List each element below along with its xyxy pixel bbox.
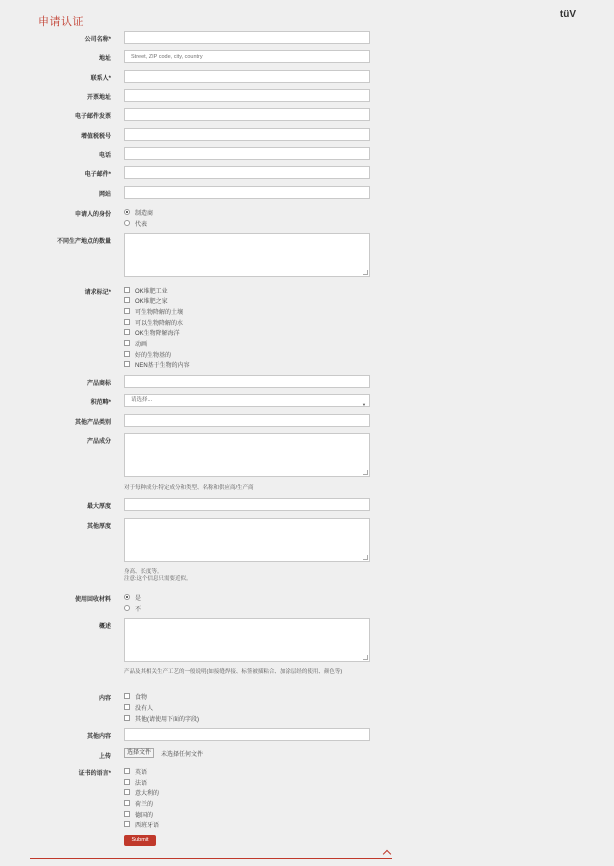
vat-input[interactable]	[124, 128, 370, 141]
checkbox-icon[interactable]	[124, 693, 130, 699]
caret-down-icon: ▼	[362, 402, 366, 407]
composition-hint: 对于每种成分:特定成分和类型、名称和供应商/生产商	[124, 485, 254, 491]
footer-divider	[30, 858, 392, 859]
contact-label: 联系人*	[90, 76, 111, 82]
radio-checked-icon[interactable]	[124, 594, 130, 600]
language-option[interactable]: 德国的	[124, 810, 153, 819]
invoice-address-input[interactable]	[124, 89, 370, 102]
max-thickness-input[interactable]	[124, 498, 370, 511]
phone-input[interactable]	[124, 147, 370, 160]
marks-label: 请求标记*	[84, 290, 111, 296]
content-option[interactable]: 其他(请使用下面的字段)	[124, 714, 199, 723]
content-label: 内容	[98, 696, 111, 702]
language-option[interactable]: 法语	[124, 778, 147, 787]
checkbox-icon[interactable]	[124, 800, 130, 806]
applicant-role-label: 申请人的身份	[74, 212, 111, 218]
mark-option[interactable]: 可以生物降解的水	[124, 318, 183, 327]
content-option[interactable]: 没有人	[124, 703, 153, 712]
max-thickness-label: 最大厚度	[86, 504, 111, 510]
brand-logo: tüV	[559, 9, 576, 20]
checkbox-icon[interactable]	[124, 287, 130, 293]
address-input[interactable]	[124, 50, 370, 63]
mark-option[interactable]: NEN基于生物的内容	[124, 360, 190, 369]
overview-label: 概述	[98, 624, 111, 630]
language-option[interactable]: 意大利的	[124, 788, 159, 797]
company-input[interactable]	[124, 31, 370, 44]
checkbox-icon[interactable]	[124, 821, 130, 827]
composition-label: 产品成分	[86, 439, 111, 445]
language-option[interactable]: 英语	[124, 767, 147, 776]
content-option[interactable]: 食物	[124, 692, 147, 701]
email-label: 电子邮件*	[84, 172, 111, 178]
checkbox-icon[interactable]	[124, 789, 130, 795]
production-sites-textarea[interactable]	[124, 233, 370, 277]
checkbox-icon[interactable]	[124, 361, 130, 367]
scope-select[interactable]: 请选择... ▼	[124, 394, 370, 407]
checkbox-icon[interactable]	[124, 308, 130, 314]
checkbox-icon[interactable]	[124, 704, 130, 710]
recycled-label: 使用回收材料	[74, 597, 111, 603]
other-category-input[interactable]	[124, 414, 370, 427]
mark-option[interactable]: 好的生物基的	[124, 350, 171, 359]
vat-label: 增值税税号	[80, 134, 111, 140]
email-input[interactable]	[124, 166, 370, 179]
scope-label: 积范畴*	[90, 400, 111, 406]
company-label: 公司名称*	[84, 37, 111, 43]
phone-label: 电话	[98, 153, 111, 159]
checkbox-icon[interactable]	[124, 297, 130, 303]
radio-representative[interactable]: 代表	[124, 219, 147, 228]
checkbox-icon[interactable]	[124, 340, 130, 346]
language-option[interactable]: 荷兰的	[124, 799, 153, 808]
checkbox-icon[interactable]	[124, 768, 130, 774]
other-thickness-textarea[interactable]	[124, 518, 370, 562]
overview-hint: 产品及其相关生产工艺的一般说明(如接缝焊接、标签被插粘合、加涂层经的使用、颜色等)	[124, 669, 343, 675]
upload-label: 上传	[98, 754, 111, 760]
checkbox-icon[interactable]	[124, 779, 130, 785]
submit-button[interactable]: Submit	[124, 835, 156, 846]
mark-option[interactable]: OK堆肥工业	[124, 286, 168, 295]
invoice-email-label: 电子邮件发票	[74, 114, 111, 120]
checkbox-icon[interactable]	[124, 811, 130, 817]
website-label: 网站	[98, 192, 111, 198]
other-category-label: 其他产品类别	[74, 420, 111, 426]
checkbox-icon[interactable]	[124, 351, 130, 357]
mark-option[interactable]: 可生物降解的土壤	[124, 307, 183, 316]
cert-language-label: 证书的语言*	[78, 771, 111, 777]
choose-file-button[interactable]: 选择文件	[124, 748, 154, 758]
chevron-up-icon[interactable]	[383, 850, 391, 858]
invoice-address-label: 开票地址	[86, 95, 111, 101]
other-content-input[interactable]	[124, 728, 370, 741]
radio-checked-icon[interactable]	[124, 209, 130, 215]
composition-textarea[interactable]	[124, 433, 370, 477]
mark-option[interactable]: OK堆肥之家	[124, 296, 168, 305]
radio-no[interactable]: 不	[124, 604, 141, 613]
checkbox-icon[interactable]	[124, 715, 130, 721]
page-title: 申请认证	[38, 16, 84, 28]
radio-icon[interactable]	[124, 220, 130, 226]
product-brand-input[interactable]	[124, 375, 370, 388]
production-sites-label: 不同生产地点的数量	[56, 239, 111, 245]
other-thickness-label: 其他厚度	[86, 524, 111, 530]
invoice-email-input[interactable]	[124, 108, 370, 121]
file-status: 未选择任何文件	[161, 752, 204, 758]
radio-yes[interactable]: 是	[124, 593, 141, 602]
other-thickness-note: 注意:这个信息只需要近似。	[124, 576, 192, 582]
radio-icon[interactable]	[124, 605, 130, 611]
mark-option[interactable]: 动画	[124, 339, 147, 348]
checkbox-icon[interactable]	[124, 319, 130, 325]
product-brand-label: 产品商标	[86, 381, 111, 387]
mark-option[interactable]: OK生物降解海洋	[124, 328, 180, 337]
checkbox-icon[interactable]	[124, 329, 130, 335]
contact-input[interactable]	[124, 70, 370, 83]
radio-manufacturer[interactable]: 制造商	[124, 208, 153, 217]
website-input[interactable]	[124, 186, 370, 199]
other-content-label: 其他内容	[86, 734, 111, 740]
address-label: 地址	[98, 56, 111, 62]
overview-textarea[interactable]	[124, 618, 370, 662]
language-option[interactable]: 西班牙语	[124, 820, 159, 829]
other-thickness-hint: 身高、长度等。	[124, 569, 163, 575]
